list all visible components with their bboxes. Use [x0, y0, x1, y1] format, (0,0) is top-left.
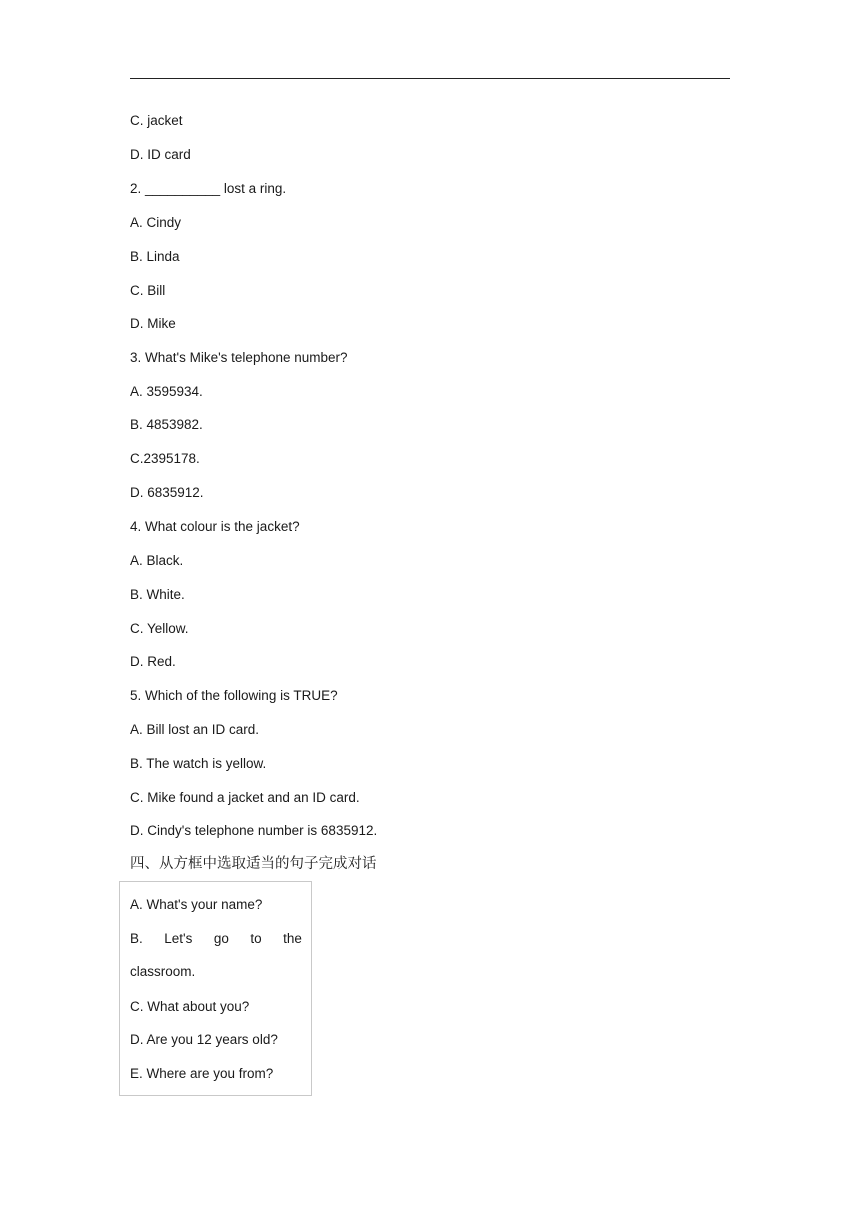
box-option-e: E. Where are you from?: [130, 1066, 274, 1081]
question-5: 5. Which of the following is TRUE?: [130, 688, 338, 703]
q2-option-b: B. Linda: [130, 249, 180, 264]
q2-option-d: D. Mike: [130, 316, 176, 331]
q4-option-c: C. Yellow.: [130, 621, 189, 636]
question-2: 2. __________ lost a ring.: [130, 181, 287, 196]
q5-option-b: B. The watch is yellow.: [130, 756, 267, 771]
box-option-a: A. What's your name?: [130, 897, 263, 912]
box-option-b-word: Let's: [164, 931, 193, 946]
box-option-b-line1: [130, 930, 302, 948]
q3-option-c: C.2395178.: [130, 451, 200, 466]
q4-option-a: A. Black.: [130, 553, 184, 568]
q5-option-c: C. Mike found a jacket and an ID card.: [130, 790, 360, 805]
q1-option-c: C. jacket: [130, 113, 183, 128]
q1-option-d: D. ID card: [130, 147, 191, 162]
box-option-b-word: B.: [130, 931, 143, 946]
box-option-b-line2: classroom.: [130, 964, 196, 979]
q2-option-c: C. Bill: [130, 283, 166, 298]
q3-option-a: A. 3595934.: [130, 384, 203, 399]
question-3: 3. What's Mike's telephone number?: [130, 350, 348, 365]
q4-option-d: D. Red.: [130, 654, 176, 669]
q2-option-a: A. Cindy: [130, 215, 182, 230]
question-4: 4. What colour is the jacket?: [130, 519, 300, 534]
q3-option-b: B. 4853982.: [130, 417, 203, 432]
q5-option-a: A. Bill lost an ID card.: [130, 722, 260, 737]
box-option-c: C. What about you?: [130, 999, 250, 1014]
box-option-b-word: the: [283, 931, 302, 946]
q4-option-b: B. White.: [130, 587, 185, 602]
header-rule: [130, 78, 730, 79]
box-option-b-word: to: [250, 931, 262, 946]
q3-option-d: D. 6835912.: [130, 485, 204, 500]
section-four-heading: 四、从方框中选取适当的句子完成对话: [130, 856, 377, 872]
box-option-d: D. Are you 12 years old?: [130, 1032, 278, 1047]
box-option-b-word: go: [213, 931, 229, 946]
q5-option-d: D. Cindy's telephone number is 6835912.: [130, 823, 378, 838]
